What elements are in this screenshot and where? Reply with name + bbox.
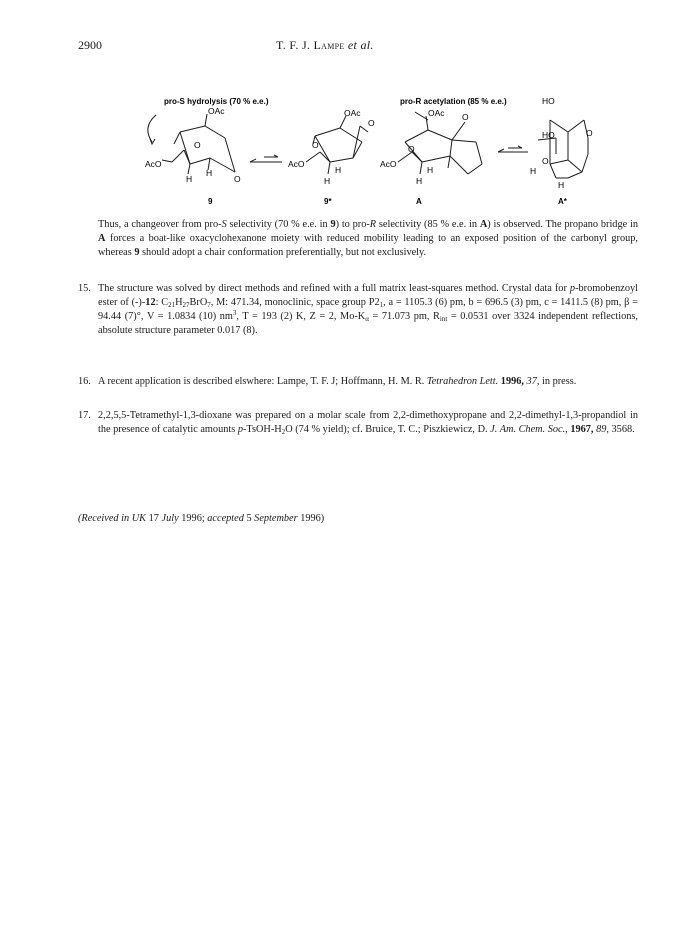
author-surname: Lampe [313, 38, 345, 52]
label-ho: HO [542, 130, 555, 140]
label-oac: OAc [208, 106, 225, 116]
caption-pro-r: pro-R acetylation (85 % e.e.) [400, 97, 507, 106]
page-number: 2900 [78, 38, 102, 52]
label-h: H [206, 168, 213, 178]
footnote-15: 15. The structure was solved by direct methods and refined with a full matrix least-squares method. Crystal data for p-bromobenzoyl ester of (-)-12: $C_{21}H_{27}BrO_7$, M: 471.34, monoclinic, space group $P2_1$, a = 1105.3 (6) pm, b = 696.5 (3) pm, c = 1411.5 (8) pm, β = 94.44 (7)°, V = 1.0834 (10) $nm^3$, T = 193 (2) K, Z = 2, $Mo-K_\alpha = 71.073$ pm, $R_{int} = 0.0531$ over 3324 independent reflections, absolute structure parameter 0.017 (8). [78, 283, 638, 336]
label-o: O [368, 118, 375, 128]
label-oac: OAc [428, 108, 445, 118]
label-o: O [462, 112, 469, 122]
curved-arrow-left [148, 115, 156, 142]
label-o: O [408, 144, 415, 154]
label-oac: OAc [344, 108, 361, 118]
structure-A [398, 112, 482, 174]
label-h: H [416, 176, 423, 186]
label-ho: HO [542, 96, 555, 106]
footnote-16: 16. A recent application is described elswhere: Lampe, T. F. J; Hoffmann, H. M. R. Tetrahedron Lett. 1996, 37, in press. [78, 376, 577, 387]
label-h: H [530, 166, 537, 176]
footnote-17: 17. 2,2,5,5-Tetramethyl-1,3-dioxane was prepared on a molar scale from 2,2-dimethoxypropane and 2,2-dimethyl-1,3-propandiol in the presence of catalytic amounts $p-TsOH-H_2O$ (74 % yield); cf. Bruice, T. C.; Piszkiewicz, D. J. Am. Chem. Soc., 1967, 89, 3568. [78, 410, 638, 436]
label-o: O [234, 174, 241, 184]
label-o: O [312, 140, 319, 150]
label-aco: AcO [380, 159, 397, 169]
compound-label-9-star: 9* [324, 197, 332, 206]
label-o: O [194, 140, 201, 150]
label-o: O [586, 128, 593, 138]
body-paragraph: Thus, a changeover from pro-S selectivity (70 % e.e. in 9) to pro-R selectivity (85 % e.e. in A) is observed. The propano bridge in A forces a boat-like oxacyclohexanone moiety with reduced mobility leading to an exposed position of the carbonyl group, whereas 9 should adopt a chair conformation preferentially, but not exclusively. [98, 219, 638, 258]
label-h: H [427, 165, 434, 175]
running-header [78, 38, 638, 54]
compound-label-A-star: A* [558, 197, 567, 206]
received-dates: (Received in UK 17 July 1996; accepted 5 September 1996) [78, 513, 325, 524]
label-o: O [542, 156, 549, 166]
label-aco: AcO [145, 159, 162, 169]
label-h: H [324, 176, 331, 186]
label-h: H [558, 180, 565, 190]
et-al: et al. [347, 38, 374, 52]
label-h: H [335, 165, 342, 175]
scheme-drawing [110, 92, 610, 212]
footnote-number: 16. [78, 376, 91, 387]
caption-pro-s: pro-S hydrolysis (70 % e.e.) [164, 97, 269, 106]
structure-A-star [538, 120, 588, 178]
running-head-authors: T. F. J. Lampe et al. [276, 38, 374, 52]
footnote-number: 15. [78, 283, 91, 294]
curved-arrow-left-head [150, 139, 155, 144]
label-aco: AcO [288, 159, 305, 169]
compound-label-9: 9 [208, 197, 213, 206]
reaction-scheme [110, 92, 610, 212]
compound-label-A: A [416, 197, 422, 206]
footnote-number: 17. [78, 410, 91, 421]
label-h: H [186, 174, 193, 184]
